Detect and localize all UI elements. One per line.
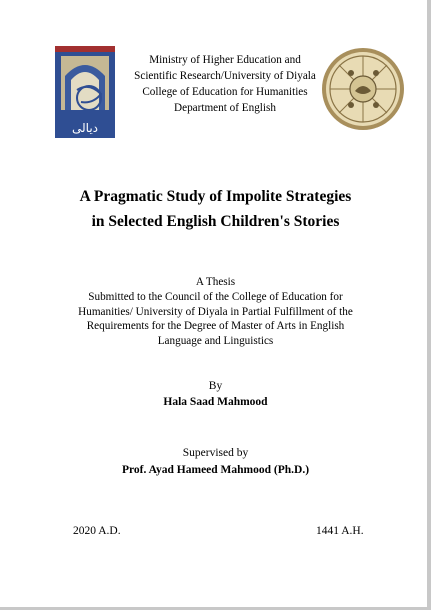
thesis-line: Submitted to the Council of the College of Education for: [88, 290, 343, 303]
header-line: College of Education for Humanities: [142, 86, 308, 98]
college-seal-icon: [321, 47, 405, 131]
page-border-right: [427, 0, 431, 610]
university-logo: [55, 46, 115, 138]
thesis-title: [20, 184, 411, 234]
date-ad: 2020 A.D.: [73, 525, 121, 537]
thesis-description: [40, 275, 391, 349]
thesis-line: Requirements for the Degree of Master of Arts in English: [86, 320, 345, 333]
supervisor-label: Supervised by: [182, 447, 249, 459]
date-ah: 1441 A.H.: [316, 525, 364, 537]
header-line: Department of English: [174, 102, 276, 114]
header-line: Ministry of Higher Education and: [149, 54, 301, 66]
title-line: in Selected English Children's Stories: [91, 213, 340, 230]
title-line: A Pragmatic Study of Impolite Strategies: [79, 188, 352, 205]
college-seal: [321, 47, 405, 131]
thesis-heading: A Thesis: [195, 276, 236, 288]
logo-text: ديالى: [72, 121, 98, 135]
header-line: Scientific Research/University of Diyala: [134, 70, 316, 82]
thesis-line: Language and Linguistics: [157, 335, 274, 348]
thesis-line: Humanities/ University of Diyala in Partial Fulfillment of the: [78, 305, 353, 318]
author-name: Hala Saad Mahmood: [163, 396, 268, 408]
by-label: By: [208, 380, 223, 392]
institution-header: [112, 52, 338, 116]
university-of-diyala-logo: [55, 46, 115, 138]
supervisor-name: Prof. Ayad Hameed Mahmood (Ph.D.): [121, 464, 310, 476]
